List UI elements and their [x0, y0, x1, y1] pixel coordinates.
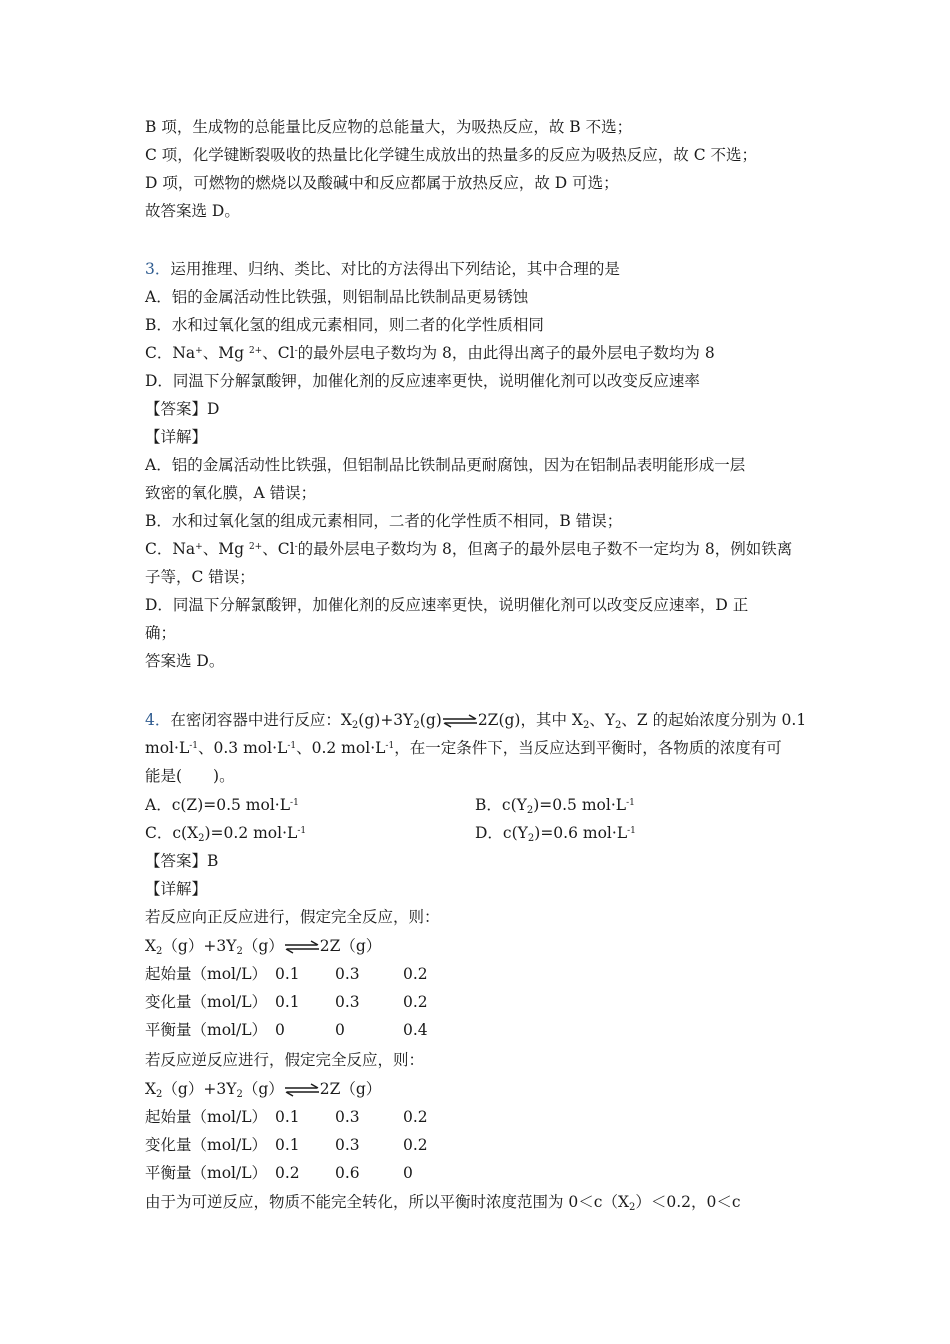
- superscript: -1: [297, 826, 307, 836]
- text: （g）+3Y: [162, 1080, 237, 1098]
- answer-label: 【答案】B: [145, 852, 219, 870]
- text: )=0.2 mol: [204, 824, 283, 842]
- equilibrium-arrow-icon: [284, 940, 320, 954]
- text: 2Z(g)，其中 X: [477, 711, 583, 729]
- explanation-a-line2: 致密的氧化膜，A 错误；: [145, 484, 317, 502]
- text: （g）: [242, 937, 284, 955]
- text: mol: [145, 739, 174, 757]
- text: 、0.3 mol: [198, 739, 273, 757]
- text: L: [375, 739, 386, 757]
- forward-intro: 若反应向正反应进行，假定完全反应，则：: [145, 908, 440, 926]
- question-3-stem: [145, 257, 620, 281]
- text: 2Z（g）: [319, 937, 382, 955]
- explanation-c-line1: [145, 537, 792, 561]
- table-cell: 0.2: [275, 1164, 300, 1182]
- row-label: 平衡量（mol/L）: [145, 1164, 268, 1182]
- superscript: -: [294, 542, 298, 552]
- explanation-c-line2: 子等，C 错误；: [145, 568, 255, 586]
- text: C．Na: [145, 344, 196, 362]
- answer-summary: 故答案选 D。: [145, 202, 240, 220]
- explanation-line-b: B 项，生成物的总能量比反应物的总能量大，为吸热反应，故 B 不选；: [145, 118, 633, 136]
- option-b: B．水和过氧化氢的组成元素相同，则二者的化学性质相同: [145, 316, 544, 334]
- explanation-d-line1: D．同温下分解氯酸钾，加催化剂的反应速率更快，说明催化剂可以改变反应速率，D 正: [145, 596, 749, 614]
- table-cell: 0: [403, 1164, 413, 1182]
- question-4-stem: [145, 708, 806, 732]
- superscript: -: [294, 346, 298, 356]
- table-cell: 0: [275, 1021, 285, 1039]
- row-label: 平衡量（mol/L）: [145, 1021, 268, 1039]
- superscript: -1: [290, 798, 299, 808]
- conclusion-line: [145, 1190, 741, 1214]
- table-cell: 0.1: [275, 965, 300, 983]
- subscript: 2: [526, 805, 534, 816]
- table-cell: 0.3: [335, 993, 360, 1011]
- text: D．c(Y: [475, 824, 528, 842]
- superscript: 2+: [248, 346, 263, 356]
- text: 、Mg: [202, 540, 249, 558]
- subscript: 2: [629, 1202, 636, 1213]
- text: )=0.6 mol: [534, 824, 612, 842]
- superscript: +: [195, 346, 203, 356]
- text: 的最外层电子数均为 8，由此得出离子的最外层电子数均为 8: [297, 344, 715, 362]
- text: ，在一定条件下，当反应达到平衡时，各物质的浓度有可: [394, 739, 782, 757]
- text: （g）+3Y: [162, 937, 237, 955]
- text: 的最外层电子数均为 8，但离子的最外层电子数不一定均为 8，例如铁离: [297, 540, 793, 558]
- reaction-equation: [145, 934, 381, 958]
- row-label: 变化量（mol/L）: [145, 993, 268, 1011]
- subscript: 2: [582, 720, 590, 731]
- text: 2Z（g）: [319, 1080, 382, 1098]
- text: L: [178, 739, 190, 757]
- question-number: 4．: [145, 711, 171, 729]
- table-cell: 0.3: [335, 1108, 360, 1126]
- subscript: 2: [413, 720, 420, 731]
- subscript: 2: [527, 833, 535, 844]
- subscript: 2: [156, 946, 163, 957]
- superscript: -1: [189, 741, 199, 751]
- explanation-line-c: C 项，化学键断裂吸收的热量比化学键生成放出的热量多的反应为吸热反应，故 C 不选；: [145, 146, 758, 164]
- table-cell: 0.2: [403, 1108, 428, 1126]
- option-a: A．铝的金属活动性比铁强，则铝制品比铁制品更易锈蚀: [145, 288, 529, 306]
- answer-label: 【答案】D: [145, 400, 220, 418]
- explanation-b: B．水和过氧化氢的组成元素相同，二者的化学性质不相同，B 错误；: [145, 512, 623, 530]
- text: 、Z 的起始浓度分别为 0.1: [621, 711, 807, 729]
- question-number: 3．: [145, 260, 171, 278]
- row-label: 起始量（mol/L）: [145, 1108, 268, 1126]
- text: 、0.2 mol: [296, 739, 371, 757]
- text: C．c(X: [145, 824, 199, 842]
- final-answer: 答案选 D。: [145, 652, 225, 670]
- option-c: C．$c(X_2)=0.2$ $mol\cdot L^{-1}$: [145, 824, 307, 844]
- table-cell: 0.1: [275, 993, 300, 1011]
- option-d: D．同温下分解氯酸钾，加催化剂的反应速率更快，说明催化剂可以改变反应速率: [145, 372, 700, 390]
- text: )=0.5 mol: [533, 796, 611, 814]
- text: C．Na: [145, 540, 196, 558]
- row-label: 变化量（mol/L）: [145, 1136, 268, 1154]
- subscript: 2: [198, 833, 205, 844]
- table-cell: 0.2: [403, 993, 428, 1011]
- superscript: -1: [287, 741, 297, 751]
- text: 在密闭容器中进行反应：X: [170, 711, 352, 729]
- text: X: [145, 1080, 157, 1098]
- explanation-a-line1: A．铝的金属活动性比铁强，但铝制品比铁制品更耐腐蚀，因为在铝制品表明能形成一层: [145, 456, 746, 474]
- table-cell: 0.1: [275, 1136, 300, 1154]
- table-cell: 0.1: [275, 1108, 300, 1126]
- equilibrium-arrow-icon: [284, 1083, 320, 1097]
- subscript: 2: [156, 1089, 163, 1100]
- text: L: [615, 796, 627, 814]
- subscript: 2: [236, 1089, 243, 1100]
- explanation-line-d: D 项，可燃物的燃烧以及酸碱中和反应都属于放热反应，故 D 可选；: [145, 174, 619, 192]
- text: ）＜0.2，0＜c: [635, 1193, 741, 1211]
- text: L: [279, 796, 291, 814]
- text: B．c(Y: [475, 796, 527, 814]
- text: L: [287, 824, 298, 842]
- text: L: [616, 824, 628, 842]
- table-cell: 0.3: [335, 1136, 360, 1154]
- text: 、Cl: [262, 344, 295, 362]
- option-d: D．$c(Y_2)=0.6$ $mol\cdot L^{-1}$: [475, 824, 636, 844]
- subscript: 2: [615, 720, 622, 731]
- equilibrium-arrow-icon: [442, 714, 478, 728]
- text: X: [145, 937, 157, 955]
- explanation-d-line2: 确；: [145, 624, 177, 642]
- option-b: B．$c(Y_2)=0.5$ $mol\cdot L^{-1}$: [475, 796, 635, 816]
- table-cell: 0.6: [335, 1164, 360, 1182]
- text: (g): [419, 711, 442, 729]
- text: A．c(Z)=0.5 mol: [145, 796, 275, 814]
- table-cell: 0.2: [403, 1136, 428, 1154]
- text: 、Cl: [262, 540, 295, 558]
- superscript: -1: [626, 798, 635, 808]
- reaction-equation: [145, 1077, 381, 1101]
- text: （g）: [242, 1080, 284, 1098]
- text: 、Y: [589, 711, 616, 729]
- reverse-intro: 若反应逆反应进行，假定完全反应，则：: [145, 1051, 425, 1069]
- question-4-line3: 能是( )。: [145, 767, 235, 785]
- table-cell: 0.4: [403, 1021, 428, 1039]
- text: 由于为可逆反应，物质不能完全转化，所以平衡时浓度范围为 0＜c（X: [145, 1193, 630, 1211]
- text: (g)+3Y: [358, 711, 414, 729]
- superscript: +: [195, 542, 203, 552]
- text: 、Mg: [202, 344, 249, 362]
- detail-label: 【详解】: [145, 428, 208, 446]
- subscript: 2: [351, 720, 359, 731]
- superscript: 2+: [248, 542, 263, 552]
- row-label: 起始量（mol/L）: [145, 965, 268, 983]
- question-4-line2: $mol\cdot L^{-1}$、0.3 $mol\cdot L^{-1}$、0.2 $mol\cdot L^{-1}$，在一定条件下，当反应达到平衡时，各物质的浓度有可: [145, 739, 782, 757]
- detail-label: 【详解】: [145, 880, 208, 898]
- subscript: 2: [236, 946, 243, 957]
- table-cell: 0: [335, 1021, 345, 1039]
- superscript: -1: [385, 741, 395, 751]
- table-cell: 0.3: [335, 965, 360, 983]
- question-text: 运用推理、归纳、类比、对比的方法得出下列结论，其中合理的是: [170, 260, 620, 278]
- option-a: A．c(Z)=0.5 $mol\cdot L^{-1}$: [145, 796, 299, 814]
- superscript: -1: [627, 826, 636, 836]
- table-cell: 0.2: [403, 965, 428, 983]
- text: L: [277, 739, 288, 757]
- option-c: [145, 341, 715, 365]
